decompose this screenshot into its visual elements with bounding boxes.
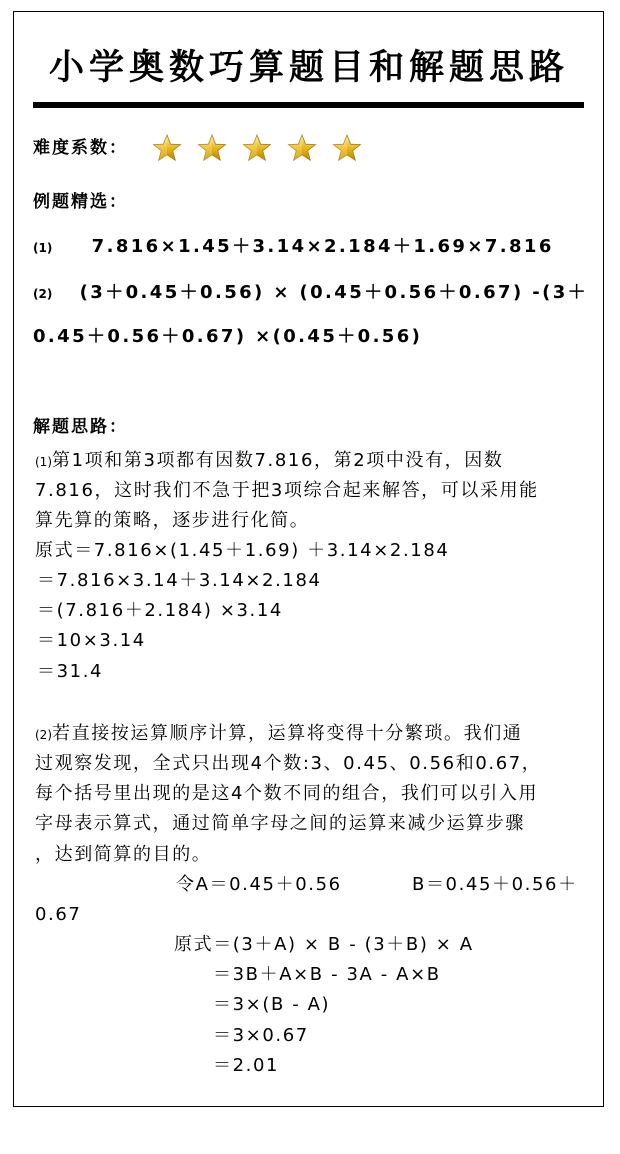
example-1: [33, 234, 554, 261]
page-title: 小学奥数巧算题目和解题思路: [48, 48, 569, 88]
example-2: [33, 280, 588, 307]
star-icon: [152, 133, 182, 163]
solution-2-step-2: ＝3B＋A×B - 3A - A×B: [213, 964, 441, 985]
star-icon: [332, 133, 362, 163]
solution-2-step-4: ＝3×0.67: [213, 1025, 309, 1046]
solution-1-step-3: ＝(7.816＋2.184) ×3.14: [37, 600, 283, 621]
solution-2-number: (2): [35, 728, 52, 742]
solution-2-line-5: ，达到简算的目的。: [35, 844, 212, 865]
solution-1-step-5: ＝31.4: [37, 661, 104, 682]
solution-1-text: 第1项和第3项都有因数7.816，第2项中没有，因数: [52, 450, 504, 471]
difficulty-stars: [152, 133, 362, 163]
solution-1-number: (1): [35, 455, 52, 469]
example-1-formula: 7.816×1.45＋3.14×2.184＋1.69×7.816: [91, 236, 554, 257]
examples-label: 例题精选：: [33, 192, 128, 212]
difficulty-label: 难度系数：: [33, 138, 128, 158]
let-b-definition: B＝0.45＋0.56＋: [412, 874, 578, 895]
solution-label: 解题思路：: [33, 417, 128, 437]
solution-2-step-5: ＝2.01: [213, 1055, 280, 1076]
example-2-formula-line2: 0.45＋0.56＋0.67) ×(0.45＋0.56): [33, 326, 423, 347]
solution-1-step-1: 原式＝7.816×(1.45＋1.69) ＋3.14×2.184: [35, 540, 450, 561]
solution-2-line-2: 过观察发现，全式只出现4个数:3、0.45、0.56和0.67，: [35, 753, 542, 774]
example-2-formula-line1: (3＋0.45＋0.56) × (0.45＋0.56＋0.67) -(3＋: [79, 282, 589, 303]
solution-1-line-2: 7.816，这时我们不急于把3项综合起来解答，可以采用能: [35, 480, 539, 501]
solution-2-text: 若直接按运算顺序计算，运算将变得十分繁琐。我们通: [52, 723, 523, 744]
solution-2-line-4: 字母表示算式，通过简单字母之间的运算来减少运算步骤: [35, 813, 525, 834]
solution-1-line-1: [35, 448, 504, 475]
solution-2-step-3: ＝3×(B - A): [213, 994, 331, 1015]
star-icon: [287, 133, 317, 163]
title-divider: [33, 102, 584, 108]
solution-1-step-2: ＝7.816×3.14＋3.14×2.184: [37, 570, 322, 591]
solution-2-line-3: 每个括号里出现的是这4个数不同的组合，我们可以引入用: [35, 783, 539, 804]
solution-2-step-1: 原式＝(3＋A) × B - (3＋B) × A: [174, 934, 474, 955]
star-icon: [242, 133, 272, 163]
solution-2-line-1: [35, 721, 522, 748]
solution-1-step-4: ＝10×3.14: [37, 630, 146, 651]
example-2-number: (2): [33, 287, 53, 301]
let-a-definition: 令A＝0.45＋0.56: [176, 874, 342, 895]
star-icon: [197, 133, 227, 163]
solution-1-line-3: 算先算的策略，逐步进行化简。: [35, 510, 310, 531]
let-b-definition-wrap: 0.67: [35, 904, 82, 925]
example-1-number: (1): [33, 241, 53, 255]
